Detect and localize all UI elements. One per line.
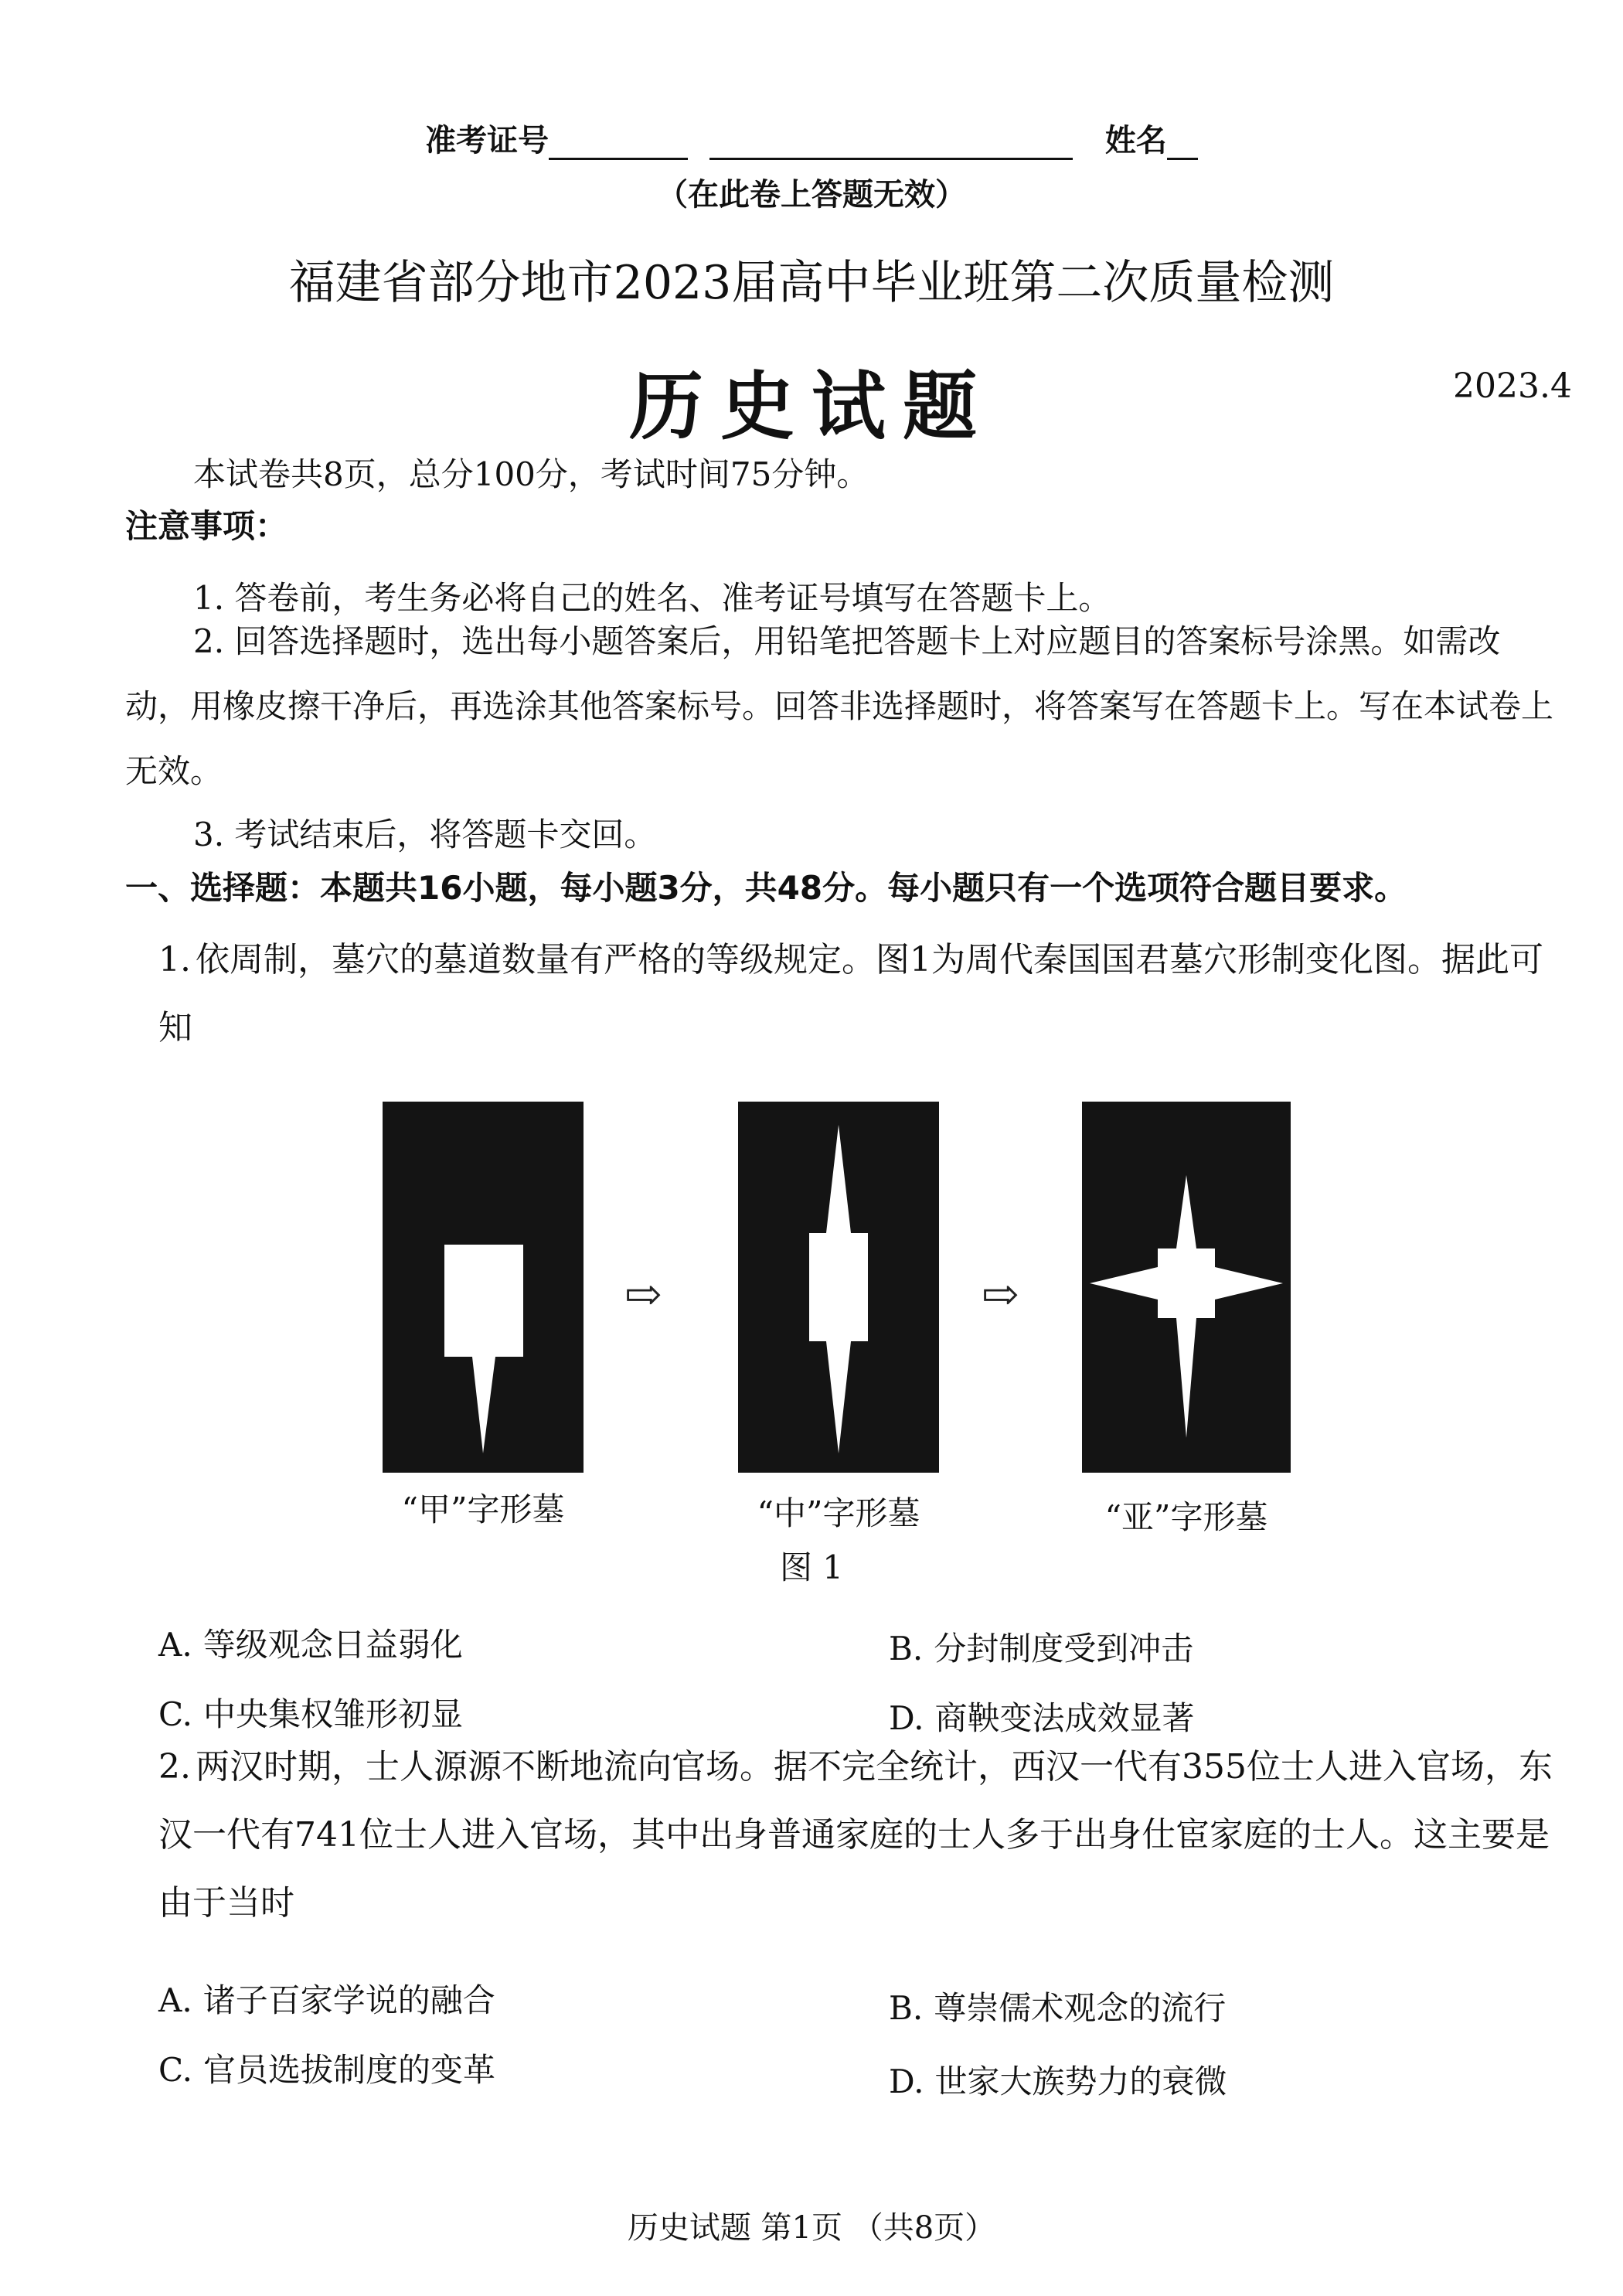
tomb-zhong-shape xyxy=(738,1102,939,1473)
invalid-note: （在此卷上答题无效） xyxy=(657,177,966,213)
q2-option-b[interactable]: B. 尊崇儒术观念的流行 xyxy=(889,1989,1227,2027)
exam-id-label: 准考证号 xyxy=(425,123,550,158)
section-heading: 一、选择题：本题共16小题，每小题3分，共48分。每小题只有一个选项符合题目要求。 xyxy=(125,869,1407,907)
exam-intro: 本试卷共8页，总分100分，考试时间75分钟。 xyxy=(193,455,869,493)
tomb-zhong-label: “中”字形墓 xyxy=(757,1494,920,1532)
notice-heading: 注意事项： xyxy=(125,507,288,545)
tomb-jia-figure xyxy=(383,1102,584,1473)
exam-title: 福建省部分地市2023届高中毕业班第二次质量检测 xyxy=(288,256,1335,310)
tomb-ya-label: “亚”字形墓 xyxy=(1104,1498,1268,1536)
notice-item-2: 2. 回答选择题时，选出每小题答案后，用铅笔把答题卡上对应题目的答案标号涂黑。如需改动，用橡皮擦干净后，再选涂其他答案标号。回答非选择题时，将答案写在答题卡上。写在本试卷上无效。 xyxy=(125,622,1554,790)
question-number: 2. xyxy=(158,1747,191,1787)
exam-date: 2023.4 xyxy=(1453,366,1572,406)
q1-option-c[interactable]: C. 中央集权雏形初显 xyxy=(158,1695,464,1733)
question-1-stem xyxy=(158,926,1565,1062)
question-number: 1. xyxy=(158,940,191,979)
notice-item-1: 1. 答卷前，考生务必将自己的姓名、准考证号填写在答题卡上。 xyxy=(193,579,1111,617)
q1-option-a[interactable]: A. 等级观念日益弱化 xyxy=(158,1626,463,1664)
tomb-zhong-figure xyxy=(738,1102,939,1473)
exam-id-blank-2[interactable] xyxy=(709,130,1073,160)
page-footer: 历史试题 第1页 （共8页） xyxy=(627,2210,996,2246)
q2-option-a[interactable]: A. 诸子百家学说的融合 xyxy=(158,1981,495,2019)
q2-option-c[interactable]: C. 官员选拔制度的变革 xyxy=(158,2051,496,2089)
tomb-jia-label: “甲”字形墓 xyxy=(401,1490,565,1528)
notice-item-3: 3. 考试结束后，将答题卡交回。 xyxy=(193,816,657,853)
exam-id-row xyxy=(0,116,1623,160)
tomb-ya-figure xyxy=(1082,1102,1291,1473)
q1-option-d[interactable]: D. 商鞅变法成效显著 xyxy=(889,1699,1195,1737)
q2-option-d[interactable]: D. 世家大族势力的衰微 xyxy=(889,2063,1227,2100)
question-text: 依周制，墓穴的墓道数量有严格的等级规定。图1为周代秦国国君墓穴形制变化图。据此可知 xyxy=(158,940,1543,1048)
name-blank[interactable] xyxy=(1167,130,1198,160)
q1-option-b[interactable]: B. 分封制度受到冲击 xyxy=(889,1630,1194,1667)
tomb-jia-shape xyxy=(383,1102,584,1473)
question-2-stem xyxy=(158,1733,1565,1937)
figure-caption: 图 1 xyxy=(779,1548,844,1586)
subject-title: 历史试题 xyxy=(629,363,994,450)
name-label: 姓名 xyxy=(1104,123,1167,158)
arrow-icon: ⇨ xyxy=(624,1268,662,1320)
arrow-icon: ⇨ xyxy=(982,1268,1019,1320)
exam-id-blank[interactable] xyxy=(549,130,688,160)
tomb-ya-shape xyxy=(1082,1102,1291,1473)
question-text: 两汉时期，士人源源不断地流向官场。据不完全统计，西汉一代有355位士人进入官场，东汉一代有741位士人进入官场，其中出身普通家庭的士人多于出身仕宦家庭的士人。这主要是由于当时 xyxy=(158,1747,1553,1923)
